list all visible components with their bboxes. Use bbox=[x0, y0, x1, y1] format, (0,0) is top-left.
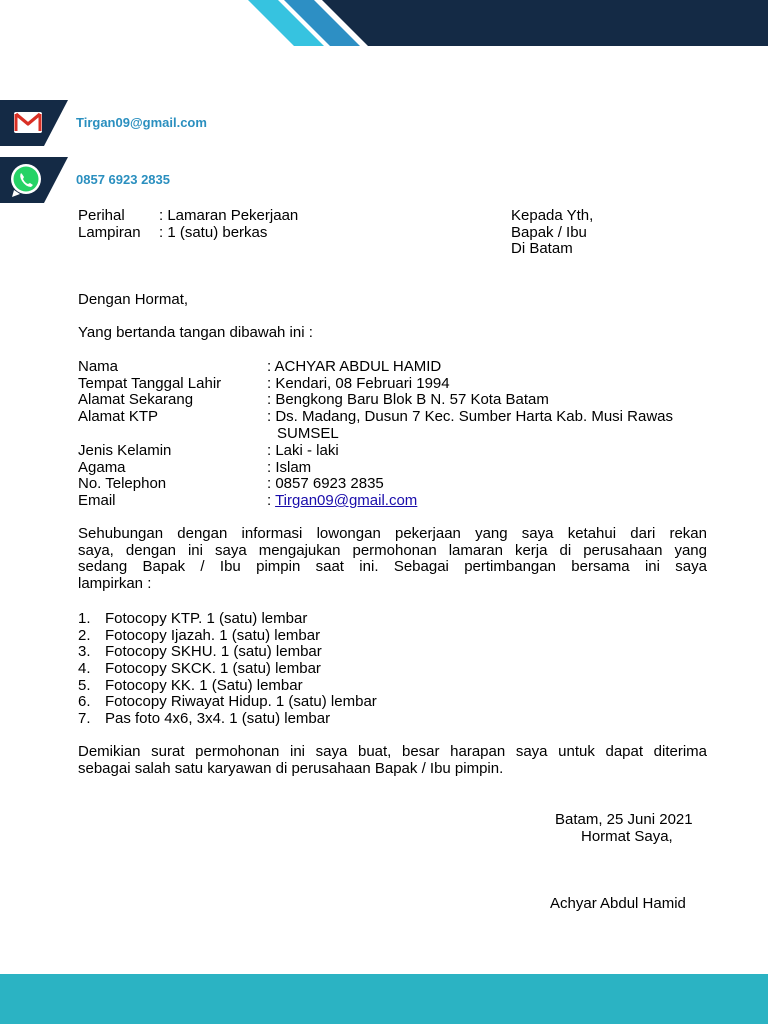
contact-phone[interactable]: 0857 6923 2835 bbox=[76, 172, 170, 187]
recipient-line: Di Batam bbox=[511, 240, 573, 257]
list-item: Fotocopy SKCK. 1 (satu) lembar bbox=[105, 660, 321, 677]
detail-label: Jenis Kelamin bbox=[78, 442, 172, 459]
detail-label: No. Telephon bbox=[78, 475, 167, 492]
list-item: Fotocopy KK. 1 (Satu) lembar bbox=[105, 677, 303, 694]
regards: Hormat Saya, bbox=[581, 828, 673, 845]
place-date: Batam, 25 Juni 2021 bbox=[555, 811, 693, 828]
signer-name: Achyar Abdul Hamid bbox=[550, 895, 686, 912]
email-link[interactable]: Tirgan09@gmail.com bbox=[275, 492, 418, 509]
list-number: 3. bbox=[78, 643, 91, 660]
contact-email[interactable]: Tirgan09@gmail.com bbox=[76, 115, 207, 130]
paragraph-line: Sehubungan dengan informasi lowongan pekerjaan yang saya ketahui dari rekan bbox=[78, 525, 707, 542]
list-item: Fotocopy KTP. 1 (satu) lembar bbox=[105, 610, 308, 627]
detail-value: : Ds. Madang, Dusun 7 Kec. Sumber Harta Kab. Musi Rawas bbox=[267, 408, 674, 425]
detail-label: Tempat Tanggal Lahir bbox=[78, 375, 222, 392]
greeting: Dengan Hormat, bbox=[78, 291, 189, 308]
detail-value: : Kendari, 08 Februari 1994 bbox=[267, 375, 450, 392]
closing-line: sebagai salah satu karyawan di perusahaan Bapak / Ibu pimpin. bbox=[78, 760, 504, 777]
paragraph-line: lampirkan : bbox=[78, 575, 152, 592]
list-item: Fotocopy Ijazah. 1 (satu) lembar bbox=[105, 627, 321, 644]
email-prefix: : bbox=[267, 492, 276, 509]
phone-badge bbox=[0, 157, 68, 203]
list-number: 4. bbox=[78, 660, 91, 677]
list-number: 7. bbox=[78, 710, 91, 727]
paragraph-line: saya, dengan ini saya mengajukan permohonan lamaran kerja di perusahaan yang bbox=[78, 542, 707, 559]
list-item: Fotocopy Riwayat Hidup. 1 (satu) lembar bbox=[105, 693, 377, 710]
detail-value: : Islam bbox=[267, 459, 312, 476]
detail-value: : ACHYAR ABDUL HAMID bbox=[267, 358, 442, 375]
paragraph-line: sedang Bapak / Ibu pimpin saat ini. Sebagai pertimbangan bersama ini saya bbox=[78, 558, 707, 575]
detail-label: Alamat KTP bbox=[78, 408, 159, 425]
detail-value: : Laki - laki bbox=[267, 442, 339, 459]
recipient-line: Bapak / Ibu bbox=[511, 224, 587, 241]
gmail-icon bbox=[14, 112, 42, 133]
lampiran-label: Lampiran bbox=[78, 224, 141, 241]
recipient-line: Kepada Yth, bbox=[511, 207, 594, 224]
email-badge bbox=[0, 100, 68, 146]
intro-line: Yang bertanda tangan dibawah ini : bbox=[78, 324, 313, 341]
detail-label: Agama bbox=[78, 459, 126, 476]
list-number: 2. bbox=[78, 627, 91, 644]
list-number: 1. bbox=[78, 610, 91, 627]
detail-value: : Bengkong Baru Blok B N. 57 Kota Batam bbox=[267, 391, 549, 408]
list-item: Pas foto 4x6, 3x4. 1 (satu) lembar bbox=[105, 710, 331, 727]
list-item: Fotocopy SKHU. 1 (satu) lembar bbox=[105, 643, 322, 660]
detail-label: Email bbox=[78, 492, 116, 509]
detail-label: Alamat Sekarang bbox=[78, 391, 194, 408]
detail-value: : 0857 6923 2835 bbox=[267, 475, 384, 492]
list-number: 6. bbox=[78, 693, 91, 710]
list-number: 5. bbox=[78, 677, 91, 694]
detail-value-continuation: SUMSEL bbox=[277, 425, 339, 442]
perihal-value: : Lamaran Pekerjaan bbox=[159, 207, 299, 224]
detail-value bbox=[267, 492, 417, 509]
perihal-label: Perihal bbox=[78, 207, 125, 224]
detail-label: Nama bbox=[78, 358, 119, 375]
header-decoration bbox=[0, 0, 768, 48]
closing-line: Demikian surat permohonan ini saya buat, besar harapan saya untuk dapat diterima bbox=[78, 743, 707, 760]
lampiran-value: : 1 (satu) berkas bbox=[159, 224, 268, 241]
footer-band bbox=[0, 974, 768, 1024]
